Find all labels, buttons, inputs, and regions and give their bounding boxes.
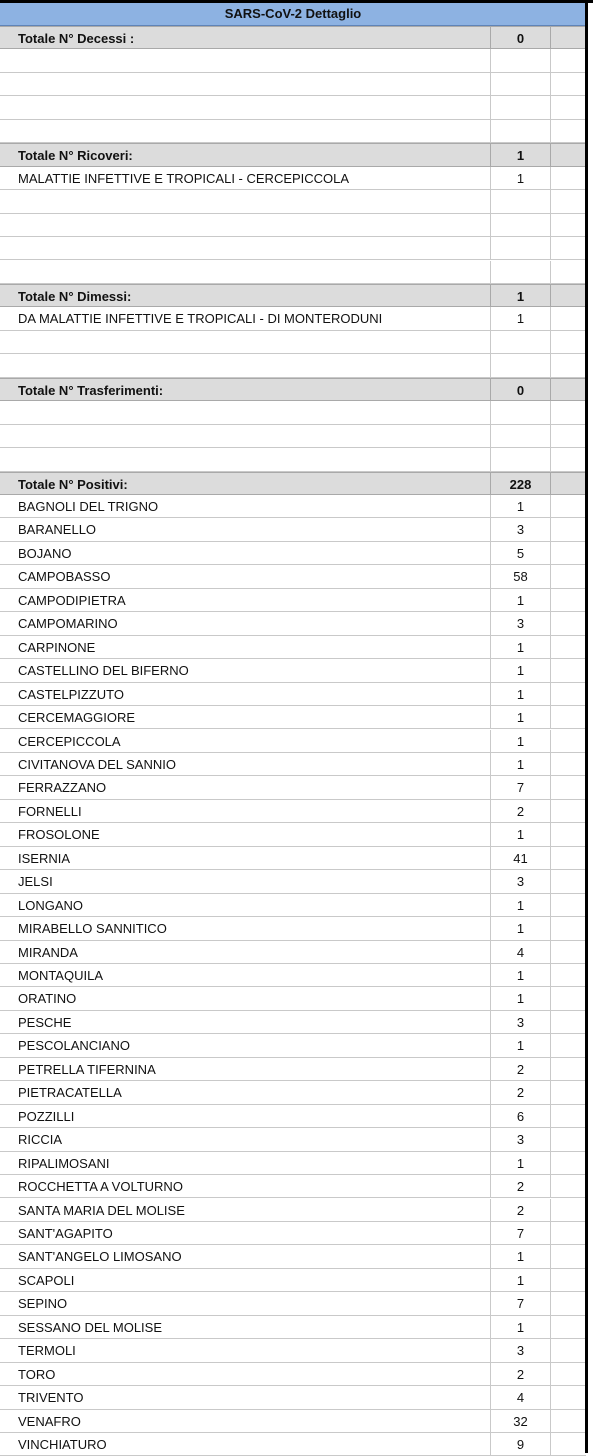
empty-cell xyxy=(550,823,586,845)
empty-cell xyxy=(550,1222,586,1244)
empty-cell xyxy=(550,214,586,236)
row-label: BOJANO xyxy=(18,545,72,561)
table-row xyxy=(0,730,586,753)
row-label: PIETRACATELLA xyxy=(18,1085,122,1101)
row-value: 7 xyxy=(490,776,550,798)
row-value: 4 xyxy=(490,1386,550,1408)
empty-cell xyxy=(550,27,586,48)
row-label: CERCEPICCOLA xyxy=(18,733,121,749)
table-row xyxy=(0,495,586,518)
row-value: 1 xyxy=(490,964,550,986)
empty-cell xyxy=(550,144,586,165)
title-row xyxy=(0,2,586,26)
row-value: 41 xyxy=(490,847,550,869)
row-value xyxy=(490,448,550,470)
table-row xyxy=(0,1081,586,1104)
row-value xyxy=(490,120,550,142)
row-label: CASTELLINO DEL BIFERNO xyxy=(18,663,189,679)
sheet-title: SARS-CoV-2 Dettaglio xyxy=(224,6,362,21)
section-total: 0 xyxy=(490,379,550,400)
section-label: Totale N° Trasferimenti: xyxy=(18,382,164,398)
blank-row xyxy=(0,237,586,260)
table-row xyxy=(0,636,586,659)
row-value: 7 xyxy=(490,1292,550,1314)
row-value: 2 xyxy=(490,1058,550,1080)
table-row xyxy=(0,800,586,823)
row-label: BARANELLO xyxy=(18,522,97,538)
row-label: MALATTIE INFETTIVE E TROPICALI - CERCEPICCOLA xyxy=(18,170,350,186)
row-label: CARPINONE xyxy=(18,639,96,655)
empty-cell xyxy=(550,1363,586,1385)
row-value: 4 xyxy=(490,941,550,963)
empty-cell xyxy=(550,941,586,963)
row-value: 1 xyxy=(490,636,550,658)
blank-row xyxy=(0,214,586,237)
empty-cell xyxy=(550,1339,586,1361)
row-value: 9 xyxy=(490,1433,550,1455)
row-label: CASTELPIZZUTO xyxy=(18,686,124,702)
empty-cell xyxy=(550,285,586,306)
empty-cell xyxy=(550,917,586,939)
row-label xyxy=(0,190,490,212)
row-value: 1 xyxy=(490,1034,550,1056)
row-value xyxy=(490,261,550,283)
empty-cell xyxy=(550,776,586,798)
row-value: 3 xyxy=(490,612,550,634)
row-label: ROCCHETTA A VOLTURNO xyxy=(18,1179,183,1195)
row-value xyxy=(490,237,550,259)
row-value: 1 xyxy=(490,1245,550,1267)
row-value: 3 xyxy=(490,1339,550,1361)
empty-cell xyxy=(550,730,586,752)
row-label: CAMPOBASSO xyxy=(18,569,111,585)
row-value xyxy=(490,214,550,236)
table-row xyxy=(0,753,586,776)
table-row xyxy=(0,941,586,964)
blank-row xyxy=(0,261,586,284)
table-row xyxy=(0,964,586,987)
table-row xyxy=(0,917,586,940)
row-value: 1 xyxy=(490,706,550,728)
row-value: 5 xyxy=(490,542,550,564)
table-row xyxy=(0,823,586,846)
table-row xyxy=(0,776,586,799)
table-row xyxy=(0,1363,586,1386)
empty-cell xyxy=(550,1433,586,1455)
empty-cell xyxy=(550,354,586,376)
row-value: 1 xyxy=(490,1316,550,1338)
empty-cell xyxy=(550,1245,586,1267)
row-value xyxy=(490,354,550,376)
row-value: 6 xyxy=(490,1105,550,1127)
row-label xyxy=(0,214,490,236)
empty-cell xyxy=(550,331,586,353)
section-label: Totale N° Decessi : xyxy=(18,31,135,46)
empty-cell xyxy=(550,448,586,470)
empty-cell xyxy=(550,589,586,611)
empty-cell xyxy=(550,518,586,540)
table-row xyxy=(0,870,586,893)
row-label: PESCOLANCIANO xyxy=(18,1038,130,1054)
blank-row xyxy=(0,448,586,471)
row-value xyxy=(490,49,550,71)
row-value: 3 xyxy=(490,870,550,892)
empty-cell xyxy=(550,1105,586,1127)
row-label: VENAFRO xyxy=(18,1413,81,1429)
empty-cell xyxy=(550,1386,586,1408)
empty-cell xyxy=(550,659,586,681)
row-value: 1 xyxy=(490,1152,550,1174)
row-label: SANT'AGAPITO xyxy=(18,1225,113,1241)
row-label: VINCHIATURO xyxy=(18,1437,107,1452)
section-label: Totale N° Dimessi: xyxy=(18,288,132,304)
row-value: 58 xyxy=(490,565,550,587)
empty-cell xyxy=(550,964,586,986)
empty-cell xyxy=(550,190,586,212)
row-label: SCAPOLI xyxy=(18,1272,75,1288)
table-row xyxy=(0,1105,586,1128)
row-value: 7 xyxy=(490,1222,550,1244)
table-row xyxy=(0,1011,586,1034)
empty-cell xyxy=(550,1175,586,1197)
row-label: TORO xyxy=(18,1366,56,1382)
row-label: FORNELLI xyxy=(18,803,82,819)
row-label: CERCEMAGGIORE xyxy=(18,710,136,726)
right-border xyxy=(585,0,588,1453)
row-value: 2 xyxy=(490,1363,550,1385)
row-label: CAMPOMARINO xyxy=(18,616,118,632)
blank-row xyxy=(0,401,586,424)
row-value xyxy=(490,96,550,118)
row-label xyxy=(0,49,490,71)
empty-cell xyxy=(550,495,586,517)
row-label xyxy=(0,354,490,376)
section-total: 0 xyxy=(490,27,550,48)
empty-cell xyxy=(550,73,586,95)
row-label: RICCIA xyxy=(18,1132,63,1148)
table-row xyxy=(0,542,586,565)
table-row xyxy=(0,589,586,612)
empty-cell xyxy=(550,800,586,822)
empty-cell xyxy=(550,1081,586,1103)
row-value: 32 xyxy=(490,1410,550,1432)
table-row xyxy=(0,1034,586,1057)
table-row xyxy=(0,683,586,706)
table-row xyxy=(0,1175,586,1198)
row-value: 1 xyxy=(490,659,550,681)
row-label: FERRAZZANO xyxy=(18,780,107,796)
empty-cell xyxy=(550,706,586,728)
row-label: CIVITANOVA DEL SANNIO xyxy=(18,756,176,772)
empty-cell xyxy=(550,870,586,892)
row-label: ORATINO xyxy=(18,991,77,1007)
table-row xyxy=(0,1292,586,1315)
empty-cell xyxy=(550,1316,586,1338)
empty-cell xyxy=(550,167,586,189)
table-row xyxy=(0,1316,586,1339)
section-total: 1 xyxy=(490,285,550,306)
empty-cell xyxy=(550,894,586,916)
row-value: 1 xyxy=(490,730,550,752)
table-row xyxy=(0,1152,586,1175)
blank-row xyxy=(0,49,586,72)
blank-row xyxy=(0,190,586,213)
row-value xyxy=(490,331,550,353)
table-row xyxy=(0,307,586,330)
section-header-row xyxy=(0,26,586,49)
row-label: MIRABELLO SANNITICO xyxy=(18,921,167,937)
section-header-row xyxy=(0,378,586,401)
row-label: BAGNOLI DEL TRIGNO xyxy=(18,499,159,514)
row-label: TERMOLI xyxy=(18,1343,76,1359)
row-value: 1 xyxy=(490,987,550,1009)
empty-cell xyxy=(550,473,586,494)
row-value: 2 xyxy=(490,800,550,822)
empty-cell xyxy=(550,565,586,587)
empty-cell xyxy=(550,237,586,259)
empty-cell xyxy=(550,542,586,564)
empty-cell xyxy=(550,987,586,1009)
empty-cell xyxy=(550,1199,586,1221)
section-header-row xyxy=(0,143,586,166)
row-label xyxy=(0,425,490,447)
row-value: 1 xyxy=(490,495,550,517)
table-row xyxy=(0,706,586,729)
empty-cell xyxy=(550,1058,586,1080)
empty-cell xyxy=(550,1011,586,1033)
table-row xyxy=(0,1386,586,1409)
row-label: ISERNIA xyxy=(18,850,71,866)
row-label: SANT'ANGELO LIMOSANO xyxy=(18,1249,182,1265)
row-label: LONGANO xyxy=(18,897,84,913)
empty-cell xyxy=(550,261,586,283)
table-row xyxy=(0,987,586,1010)
empty-cell xyxy=(550,753,586,775)
table-row xyxy=(0,847,586,870)
row-value: 2 xyxy=(490,1081,550,1103)
row-value: 1 xyxy=(490,589,550,611)
row-label: FROSOLONE xyxy=(18,827,100,843)
table-row xyxy=(0,518,586,541)
table-row xyxy=(0,1410,586,1433)
empty-cell xyxy=(550,1152,586,1174)
table-row xyxy=(0,1222,586,1245)
empty-cell xyxy=(550,636,586,658)
section-label: Totale N° Positivi: xyxy=(18,476,128,492)
row-label: PESCHE xyxy=(18,1014,72,1030)
empty-cell xyxy=(550,379,586,400)
table-row xyxy=(0,1245,586,1268)
row-label: JELSI xyxy=(18,874,53,890)
empty-cell xyxy=(550,96,586,118)
table-row xyxy=(0,167,586,190)
row-value xyxy=(490,401,550,423)
blank-row xyxy=(0,425,586,448)
section-total: 228 xyxy=(490,473,550,494)
row-label xyxy=(0,448,490,470)
empty-cell xyxy=(550,1034,586,1056)
section-header-row xyxy=(0,284,586,307)
empty-cell xyxy=(550,425,586,447)
row-value: 1 xyxy=(490,753,550,775)
row-value: 1 xyxy=(490,167,550,189)
top-border xyxy=(0,0,593,3)
blank-row xyxy=(0,73,586,96)
table-row xyxy=(0,1058,586,1081)
empty-cell xyxy=(550,401,586,423)
section-label: Totale N° Ricoveri: xyxy=(18,148,133,164)
row-value: 1 xyxy=(490,307,550,329)
row-label: CAMPODIPIETRA xyxy=(18,592,126,608)
section-header-row xyxy=(0,472,586,495)
row-label xyxy=(0,237,490,259)
row-label: DA MALATTIE INFETTIVE E TROPICALI - DI MONTERODUNI xyxy=(18,311,383,327)
row-label xyxy=(0,120,490,142)
empty-cell xyxy=(550,49,586,71)
table-row xyxy=(0,1199,586,1222)
table-row xyxy=(0,1269,586,1292)
row-value: 3 xyxy=(490,1011,550,1033)
row-label xyxy=(0,331,490,353)
empty-cell xyxy=(550,683,586,705)
row-label xyxy=(0,261,490,283)
row-label: PETRELLA TIFERNINA xyxy=(18,1061,156,1077)
blank-row xyxy=(0,331,586,354)
row-label: SANTA MARIA DEL MOLISE xyxy=(18,1202,185,1218)
table-row xyxy=(0,1339,586,1362)
row-value xyxy=(490,425,550,447)
blank-row xyxy=(0,120,586,143)
table-row xyxy=(0,565,586,588)
row-value: 1 xyxy=(490,683,550,705)
row-label xyxy=(0,401,490,423)
row-value: 1 xyxy=(490,1269,550,1291)
empty-cell xyxy=(550,1410,586,1432)
row-value: 2 xyxy=(490,1175,550,1197)
row-label xyxy=(0,96,490,118)
row-value: 2 xyxy=(490,1199,550,1221)
blank-row xyxy=(0,354,586,377)
table-row xyxy=(0,1128,586,1151)
blank-row xyxy=(0,96,586,119)
row-label: SEPINO xyxy=(18,1296,68,1312)
row-value: 1 xyxy=(490,894,550,916)
empty-cell xyxy=(550,1128,586,1150)
row-value: 1 xyxy=(490,917,550,939)
empty-cell xyxy=(550,120,586,142)
table-row xyxy=(0,659,586,682)
row-value: 3 xyxy=(490,518,550,540)
row-label: SESSANO DEL MOLISE xyxy=(18,1319,163,1335)
row-label: RIPALIMOSANI xyxy=(18,1155,110,1171)
row-label: MONTAQUILA xyxy=(18,968,103,983)
row-label: MIRANDA xyxy=(18,944,78,960)
empty-cell xyxy=(550,847,586,869)
table-row xyxy=(0,612,586,635)
empty-cell xyxy=(550,1269,586,1291)
row-value xyxy=(490,73,550,95)
table-row xyxy=(0,894,586,917)
row-value: 1 xyxy=(490,823,550,845)
row-label xyxy=(0,73,490,95)
row-label: TRIVENTO xyxy=(18,1390,84,1406)
empty-cell xyxy=(550,612,586,634)
row-label: POZZILLI xyxy=(18,1108,75,1124)
empty-cell xyxy=(550,1292,586,1314)
empty-cell xyxy=(550,307,586,329)
row-value xyxy=(490,190,550,212)
row-value: 3 xyxy=(490,1128,550,1150)
section-total: 1 xyxy=(490,144,550,165)
